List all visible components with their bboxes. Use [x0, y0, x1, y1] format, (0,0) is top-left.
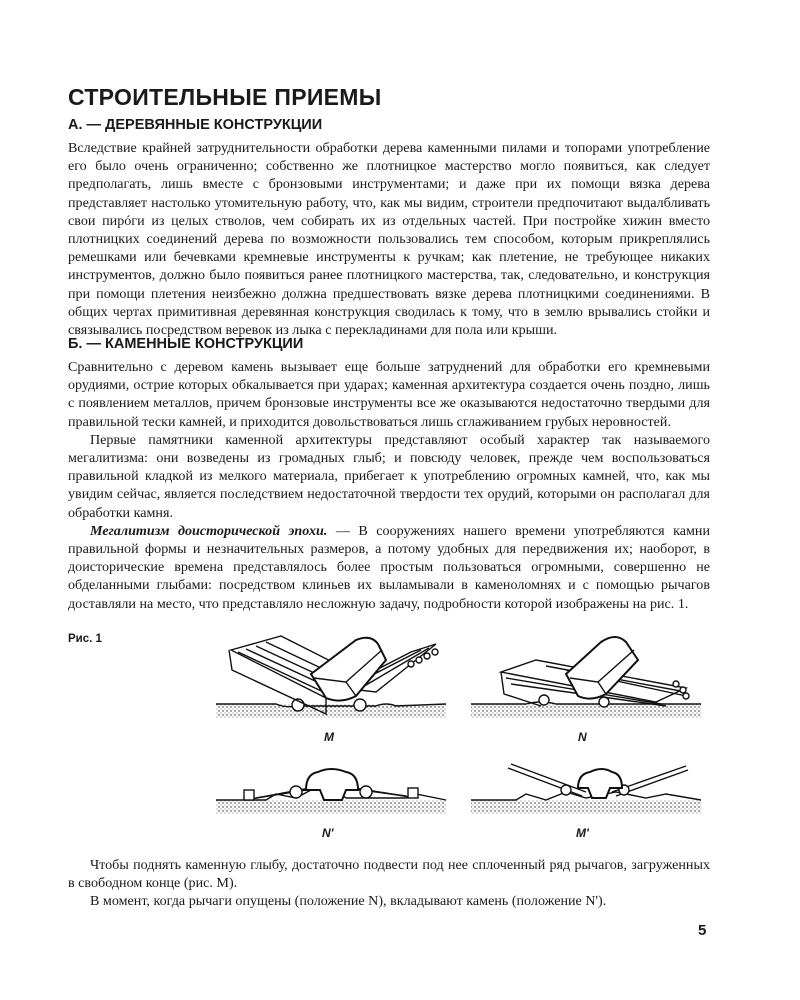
section-a-paragraph: Вследствие крайней затруднительности обработки дерева каменными пилами и топорами употребление его было очень ограниченно; собственно же плотницкое мастерство могло появиться, как следует предполагать, лишь вместе с бронзовыми инструментами; и даже при их помощи вязка дерева представляет настолько утомительную работу, что, как мы видим, строители предпочитают выдалбливать свои пирóги из целых стволов, чем собирать их из отдельных частей. При постройке хижин вместо плотницких соединений дерева по возможности пользовались тем способом, которым прикреплялись ремешками или бечевками кремневые инструменты к ручкам; как плетение, не требующее никаких инструментов, должно было появиться ранее плотницкого мастерства, так, следовательно, и конструкция при помощи плетения неизбежно должна предшествовать вязке дерева плотницкими соединениями. В общих чертах примитивная деревянная конструкция сводилась к тому, что в землю врывались стойки и связывались посредством веревок из лыка с перекладинами для пола или крыши.: [68, 140, 710, 339]
figure-label: Рис. 1: [68, 633, 102, 645]
paragraph-3-text: — В сооружениях нашего времени употребляются камни правильной формы и незначительных размеров, а потому удобных для передвижения их; наоборот, в доисторические времена представлялось более простым пользоваться огромными, совершенно не обделанными глыбами: посредством клиньев их выламывали в каменоломнях и с помощью рычагов доставляли на место, что представляло несложную задачу, подробности которой изображены на рис. 1.: [68, 522, 710, 612]
section-b-paragraph-2: Первые памятники каменной архитектуры представляют особый характер так называемого мегалитизма: они возведены из громадных глыб; и повсюду человек, прежде чем воспользоваться правильной кладкой из мелкого материала, прибегает к употреблению огромных камней, что, как мы увидим сейчас, является последствием недостаточной твердости тех орудий, которыми он располагал для обработки камня.: [68, 431, 710, 521]
figure-explanation: [68, 856, 710, 911]
section-b-paragraph-1: Сравнительно с деревом камень вызывает еще больше затруднений для обработки его кремневыми орудиями, острие которых обкалывается при ударах; каменная архитектура создается очень поздно, лишь с появлением металлов, причем бронзовые инструменты все же оказываются недостаточно твердыми для правильной тески камней, и приходится довольствоваться лишь сглаживанием грубых неровностей.: [68, 359, 710, 430]
panel-label-m-prime: M': [576, 826, 589, 840]
paragraph-lead-phrase: Мегалитизм доисторической эпохи.: [90, 522, 328, 539]
panel-m-drawing: [216, 636, 446, 718]
caption-line-1: Чтобы поднять каменную глыбу, достаточно подвести под нее сплоченный ряд рычагов, загруженных в свободном конце (рис. M).: [68, 857, 710, 892]
page-number: 5: [698, 922, 707, 939]
section-b-title: Б. — КАМЕННЫЕ КОНСТРУКЦИИ: [68, 336, 304, 352]
section-b-paragraph-3: [68, 522, 710, 613]
panel-n-drawing: [471, 637, 701, 718]
lever-diagram-illustration: [146, 622, 706, 852]
panel-label-n-prime: N': [322, 826, 334, 840]
caption-line-2: В момент, когда рычаги опущены (положение N), вкладывают камень (положение N').: [90, 893, 607, 910]
panel-label-m: M: [324, 730, 334, 744]
section-a-title: А. — ДЕРЕВЯННЫЕ КОНСТРУКЦИИ: [68, 117, 323, 133]
panel-label-n: N: [578, 730, 587, 744]
page: [68, 0, 710, 1000]
figure-lever-illustration: [146, 622, 706, 852]
panel-m-prime-drawing: [471, 764, 701, 814]
chapter-title: СТРОИТЕЛЬНЫЕ ПРИЕМЫ: [68, 84, 382, 110]
section-stone-constructions: [68, 336, 710, 613]
section-wooden-constructions: [68, 117, 710, 339]
panel-n-prime-drawing: [216, 769, 446, 814]
